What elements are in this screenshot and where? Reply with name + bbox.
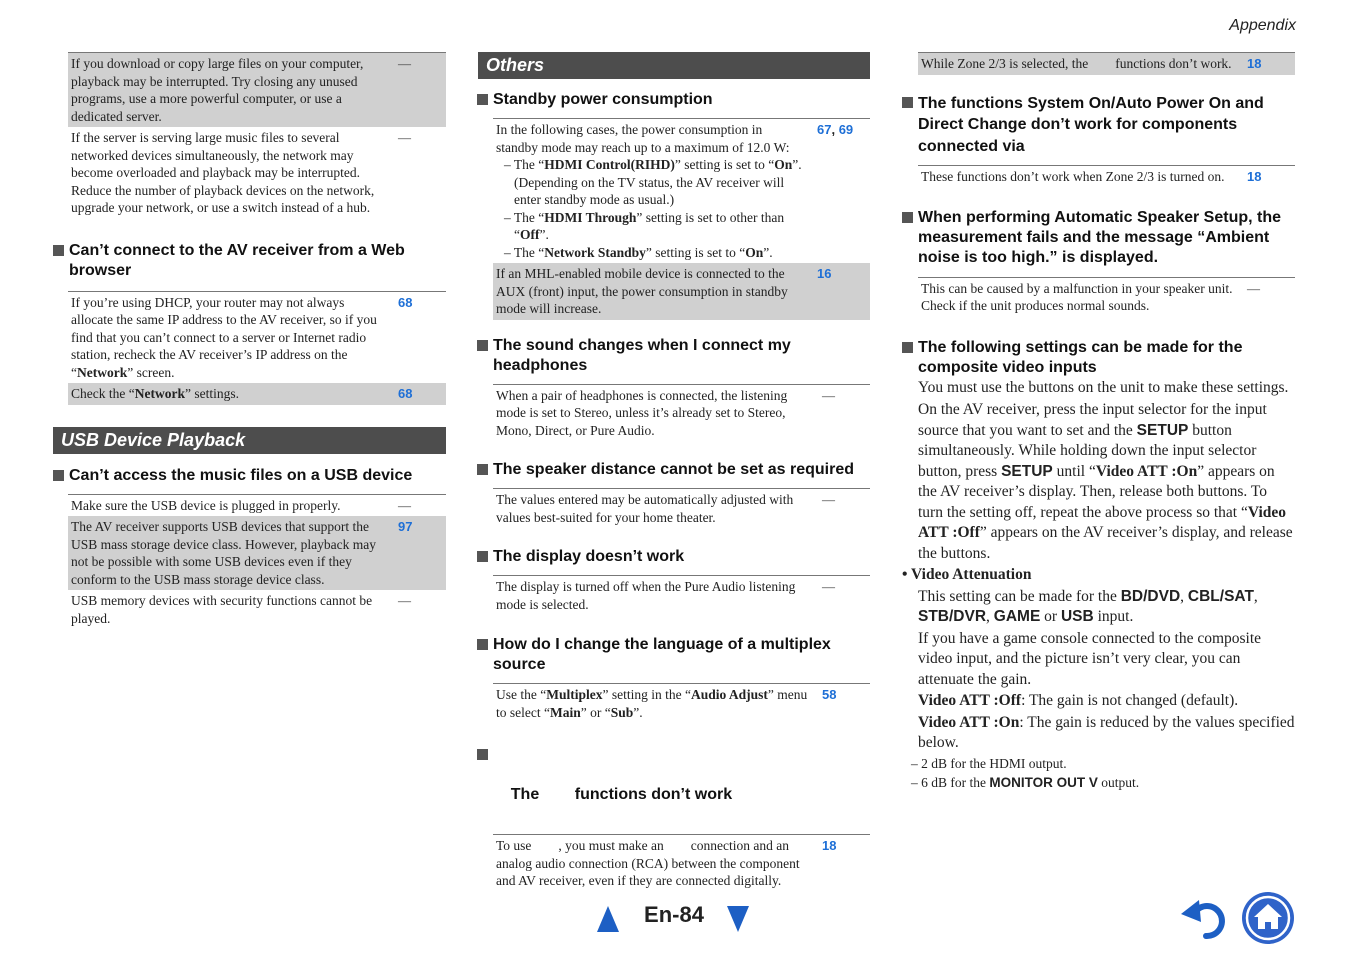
bullet-square-icon [902, 342, 913, 353]
video-att-off: Video ATT :Off: The gain is not changed (default). [918, 692, 1239, 709]
row-text: The display is turned off when the Pure Audio listening mode is selected. [496, 579, 796, 612]
row-text: Use the “Multiplex” setting in the “Audio Adjust” menu to select “Main” or “Sub”. [496, 687, 808, 720]
previous-page-icon[interactable] [597, 906, 619, 932]
functions-table [493, 834, 870, 892]
row-ref: — [1247, 280, 1260, 296]
bullet-square-icon [53, 245, 64, 256]
row-ref: — [398, 130, 411, 145]
page-link[interactable]: 68 [390, 383, 446, 405]
web-table [68, 291, 446, 405]
row-ref: — [398, 593, 411, 608]
network-table [68, 52, 446, 219]
video-att-on: Video ATT :On: The gain is reduced by the values specified below. [918, 713, 1295, 751]
row-text: The AV receiver supports USB devices that support the USB mass storage device class. However, playback may not be possible with some USB devices even if they conform to the USB mass storage device class. [68, 516, 390, 590]
row-text: Check the “Network” settings. [68, 383, 390, 405]
bullet-square-icon [477, 94, 488, 105]
page-link[interactable]: 69 [838, 122, 854, 137]
list-item: – The “Network Standby” setting is set to “On”. [504, 244, 773, 260]
page-link[interactable]: 18 [822, 838, 837, 853]
table-row [918, 277, 1295, 317]
row-text: When a pair of headphones is connected, the listening mode is set to Stereo, unless it’s already set to Stereo, Mono, Direct, or Pure Audio. [496, 387, 788, 438]
row-ref: — [398, 497, 411, 513]
home-icon[interactable] [1241, 891, 1295, 945]
list-item: – 6 dB for the MONITOR OUT V output. [911, 774, 1140, 790]
bullet-square-icon [477, 551, 488, 562]
list-item: – The “HDMI Through” setting is set to other than “Off”. [504, 209, 785, 242]
heading-functions: The functions don’t work [477, 745, 870, 825]
page-link[interactable]: 97 [390, 516, 446, 590]
heading-usb: Can’t access the music files on a USB device [53, 466, 446, 486]
row-ref: 67, 69 [817, 122, 854, 137]
section-label: Appendix [1229, 17, 1296, 34]
heading-composite: The following settings can be made for the composite video inputs [902, 338, 1295, 378]
row-text: This can be caused by a malfunction in your speaker unit. Check if the unit produces normal sounds. [921, 280, 1233, 313]
page-link[interactable]: 68 [398, 294, 413, 310]
page-link[interactable]: 18 [1247, 169, 1262, 184]
row-text: While Zone 2/3 is selected, the functions don’t work. [918, 53, 1239, 75]
back-icon[interactable] [1181, 898, 1231, 940]
video-attenuation-desc: If you have a game console connected to the composite video input, and the picture isn’t very clear, you can attenuate the gain. [918, 629, 1262, 688]
heading-web-browser: Can’t connect to the AV receiver from a Web browser [53, 241, 446, 281]
row-text: In the following cases, the power consumption in standby mode may reach up to a maximum of 12.0 W: – The “HDMI Control(RIHD)” setting is set to “On”. (Depending on the TV status, the AV receiver will enter standby mode as usual.) – The “HDMI Through” setting is set to other than “Off”. – The “Network Standby” setting is set to “On”. [493, 119, 809, 264]
table-row [493, 576, 870, 616]
table-row [493, 835, 870, 892]
bullet-square-icon [477, 749, 488, 760]
row-text: Make sure the USB device is plugged in properly. [71, 497, 341, 513]
column-right [902, 0, 1295, 792]
bullet-square-icon [477, 464, 488, 475]
row-text: To use , you must make an connection and an analog audio connection (RCA) between the component and AV receiver, even if they are connected digitally. [496, 838, 804, 888]
table-row [68, 590, 446, 629]
bullet-square-icon [902, 97, 913, 108]
table-row [68, 53, 446, 128]
bullet-square-icon [902, 212, 913, 223]
table-row [68, 291, 446, 383]
auto-setup-table [918, 277, 1295, 317]
table-row [68, 127, 446, 219]
row-text: These functions don’t work when Zone 2/3 is turned on. [921, 169, 1225, 184]
bullet-square-icon [477, 639, 488, 650]
table-row [918, 166, 1295, 188]
page-link[interactable]: 58 [822, 687, 837, 702]
table-row [493, 384, 870, 441]
column-middle [486, 0, 870, 892]
table-row [918, 53, 1295, 75]
heading-auto-setup: When performing Automatic Speaker Setup, the measurement fails and the message “Ambient noise is too high.” is displayed. [902, 208, 1295, 268]
row-text: If an MHL-enabled mobile device is connected to the AUX (front) input, the power consumption in standby mode will increase. [493, 263, 809, 320]
page-link[interactable]: 18 [1239, 53, 1295, 75]
row-text: The values entered may be automatically adjusted with values best-suited for your home theater. [496, 492, 794, 525]
page-link[interactable]: 16 [809, 263, 870, 320]
row-ref: — [822, 492, 835, 507]
heading-standby: Standby power consumption [477, 90, 870, 110]
list-item: – 2 dB for the HDMI output. [911, 755, 1067, 771]
composite-instructions: On the AV receiver, press the input selector for the input source that you want to set and the SETUP button simultaneously. While holding down the input selector button, press SETUP until “Video ATT :On” appears on the AV receiver’s display. Then, release both buttons. To turn the setting off, repeat the above process so that “Video ATT :Off” appears on the AV receiver’s display, and release the buttons. [918, 401, 1293, 562]
usb-table [68, 494, 446, 630]
table-row [493, 684, 870, 724]
row-text: If you’re using DHCP, your router may not always allocate the same IP address to the AV receiver, so if you find that you can’t connect to a server or Internet radio station, recheck the AV receiver’s IP address on the “Network” screen. [71, 294, 377, 380]
heading-headphones: The sound changes when I connect my headphones [477, 336, 870, 376]
table-row [493, 489, 870, 529]
section-bar-usb: USB Device Playback [53, 427, 446, 454]
speaker-table [493, 488, 870, 528]
sound-table [493, 384, 870, 442]
heading-system-on: The functions System On/Auto Power On and Direct Change don’t work for components connected via [902, 93, 1295, 158]
column-left [61, 0, 446, 629]
next-page-icon[interactable] [727, 906, 749, 932]
system-table [918, 165, 1295, 188]
row-ref: — [822, 387, 835, 403]
heading-multiplex: How do I change the language of a multiplex source [477, 635, 870, 675]
bullet-square-icon [53, 470, 64, 481]
table-row [493, 119, 870, 264]
section-bar-others: Others [478, 52, 870, 79]
bullet-square-icon [477, 340, 488, 351]
video-attenuation-title: • Video Attenuation [902, 566, 1032, 583]
row-text: USB memory devices with security functions cannot be played. [71, 593, 373, 626]
zone-table [918, 52, 1295, 75]
table-row [68, 494, 446, 516]
display-table [493, 575, 870, 615]
row-ref: — [822, 579, 835, 594]
page-link[interactable]: 67 [817, 122, 832, 137]
heading-display: The display doesn’t work [477, 547, 870, 567]
table-row [493, 263, 870, 320]
table-row [68, 383, 446, 405]
heading-speaker-distance: The speaker distance cannot be set as required [477, 460, 870, 480]
row-text: If you download or copy large files on your computer, playback may be interrupted. Try closing any unused programs, use a more powerful computer, or use a dedicated server. [68, 53, 390, 128]
row-ref: — [390, 53, 446, 128]
multiplex-table [493, 683, 870, 723]
row-text: If the server is serving large music files to several networked devices simultaneously, the network may become overloaded and playback may be interrupted. Reduce the number of playback devices on the network, upgrade your network, or use a switch instead of a hub. [71, 130, 375, 215]
standby-table [493, 118, 870, 320]
page-number: En-84 [644, 902, 704, 927]
table-row [68, 516, 446, 590]
video-attenuation-inputs: This setting can be made for the BD/DVD, CBL/SAT, STB/DVR, GAME or USB input. [918, 587, 1258, 625]
composite-note: You must use the buttons on the unit to make these settings. [918, 378, 1289, 396]
list-item: – The “HDMI Control(RIHD)” setting is set to “On”. (Depending on the TV status, the AV receiver will enter standby mode as usual.) [504, 157, 802, 207]
